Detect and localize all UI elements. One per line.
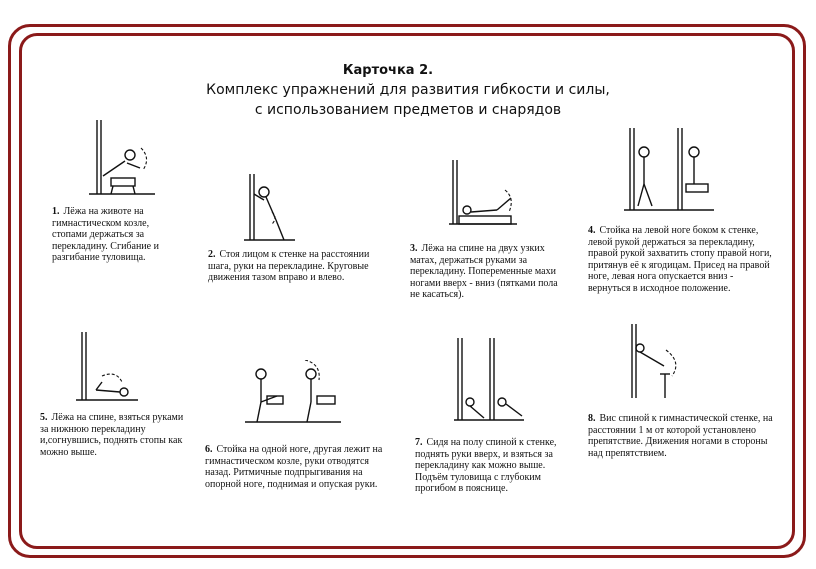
exercise-8-illustration bbox=[626, 322, 686, 400]
card-subtitle-line2: с использованием предметов и снарядов bbox=[254, 102, 562, 118]
exercise-5-illustration bbox=[72, 330, 142, 402]
exercise-2-text: 2. Стоя лицом к стенке на расстоянии шага, руки на перекладине. Круговые движения тазом вправо и влево. bbox=[208, 249, 370, 283]
exercise-6-text: 6. Стойка на одной ноге, другая лежит на гимнастическом козле, руки отводятся назад. Ритмичные подпрыгивания на опорной ноге, поднимая и опуская руки. bbox=[205, 444, 383, 490]
exercise-3-illustration bbox=[445, 158, 520, 228]
card-title: Карточка 2. bbox=[342, 63, 434, 78]
exercise-8-text: 8. Вис спиной к гимнастической стенке, на расстоянии 1 м от которой установлено препятствие. Движения ногами в стороны над препятствием. bbox=[588, 413, 773, 459]
card-subtitle-line1: Комплекс упражнений для развития гибкости и силы, bbox=[206, 82, 610, 98]
exercise-5-text: 5. Лёжа на спине, взяться руками за нижнюю перекладину и,согнувшись, поднять стопы как можно выше. bbox=[40, 412, 184, 458]
exercise-6-illustration bbox=[243, 360, 343, 426]
exercise-3-text: 3. Лёжа на спине на двух узких матах, держаться руками за перекладину. Попеременные махи ногами вверх - вниз (пятками пола не касаться). bbox=[410, 243, 558, 300]
exercise-1-illustration bbox=[85, 118, 160, 196]
exercise-2-illustration bbox=[240, 172, 300, 242]
exercise-4-illustration bbox=[622, 126, 717, 214]
exercise-7-illustration bbox=[452, 336, 527, 424]
exercise-4-text: 4. Стойка на левой ноге боком к стенке, левой рукой держаться за перекладину, правой рукой захватить стопу правой ноги, притянув её к ягодицам. Присед на правой ноге, левая нога опускается вниз - вернуться в исходное положение. bbox=[588, 225, 772, 294]
exercise-1-text: 1. Лёжа на животе на гимнастическом козле, стопами держаться за перекладину. Сгибание и разгибание туловища. bbox=[52, 206, 159, 263]
exercise-7-text: 7. Сидя на полу спиной к стенке, поднять руки вверх, и взяться за перекладину как можно выше. Подъём туловища с глубоким прогибом в пояснице. bbox=[415, 437, 557, 494]
